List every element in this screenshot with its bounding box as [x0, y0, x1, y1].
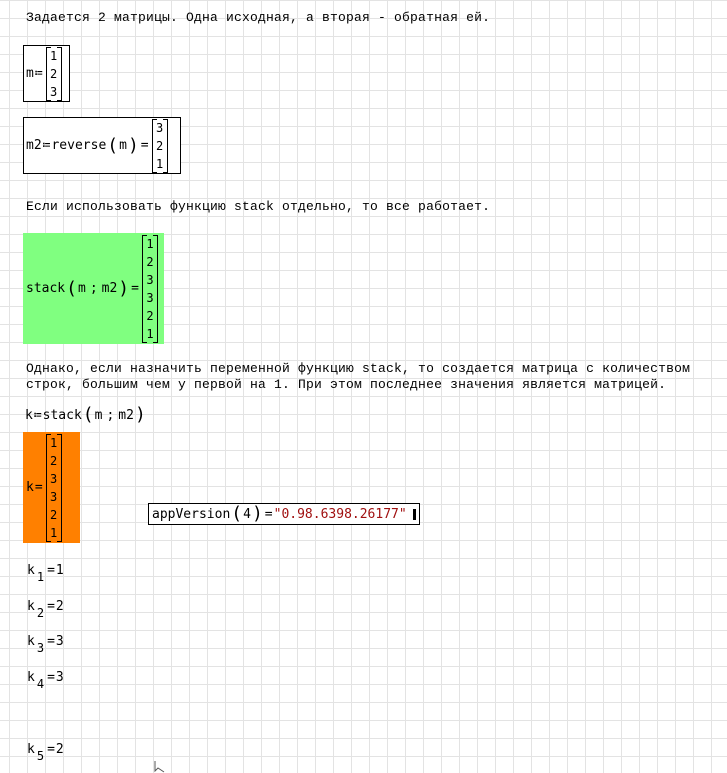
assign-op: ≔ [33, 407, 42, 423]
equals-op: = [140, 138, 149, 153]
vector-stack-result [142, 235, 158, 343]
index-value: 1 [55, 562, 64, 578]
text-cursor [413, 509, 416, 520]
subscript: 1 [36, 570, 45, 584]
index-value: 3 [55, 669, 64, 685]
vector-k-result [46, 434, 62, 542]
vector-cell: 1 [146, 326, 154, 341]
rparen: ) [127, 134, 139, 156]
vector-cell: 1 [50, 525, 58, 540]
k-index-5[interactable] [27, 739, 64, 763]
k-definition[interactable] [25, 405, 147, 425]
vector-cell: 2 [50, 507, 58, 522]
arg-m2: m2 [118, 407, 134, 423]
func-appversion: appVersion [152, 506, 231, 522]
lparen: ( [107, 134, 119, 156]
subscript: 3 [36, 641, 45, 655]
equals-op: = [34, 480, 43, 495]
var-k: k [27, 562, 35, 578]
rparen: ) [118, 277, 130, 299]
lparen: ( [231, 503, 243, 524]
vector-cell: 3 [50, 471, 58, 486]
subscript: 4 [36, 677, 45, 691]
assign-op: ≔ [34, 66, 43, 81]
vector-cell: 2 [146, 308, 154, 323]
stack-evaluation[interactable] [23, 233, 164, 344]
var-k: k [27, 669, 35, 685]
arg-m2: m2 [101, 281, 118, 296]
app-version-evaluation[interactable] [148, 503, 420, 525]
rparen: ) [251, 503, 263, 524]
index-value: 3 [55, 633, 64, 649]
k-index-3[interactable] [27, 631, 64, 655]
subscript: 5 [36, 749, 45, 763]
assign-op: ≔ [42, 138, 51, 153]
however-text-line1: Однако, если назначить переменной функцию stack, то создается матрица с количеством [26, 361, 691, 376]
equals-op: = [47, 633, 55, 649]
k-index-2[interactable] [27, 596, 64, 620]
vector-m [46, 47, 62, 101]
equals-op: = [131, 281, 139, 296]
vector-cell: 2 [146, 254, 154, 269]
index-value: 2 [55, 741, 64, 757]
equals-op: = [264, 506, 273, 522]
var-k: k [27, 741, 35, 757]
matrix-m2-definition[interactable] [23, 117, 181, 174]
var-k: k [27, 598, 35, 614]
vector-cell: 1 [146, 236, 154, 251]
arg-4: 4 [243, 506, 251, 522]
vector-cell: 1 [50, 435, 58, 450]
var-k: k [27, 633, 35, 649]
separator: ; [89, 281, 98, 296]
lparen: ( [66, 277, 77, 299]
vector-cell: 1 [50, 48, 58, 63]
matrix-m-definition[interactable] [23, 45, 70, 102]
lparen: ( [82, 404, 94, 425]
func-reverse: reverse [51, 138, 107, 153]
var-m2: m2 [26, 138, 42, 153]
equals-op: = [47, 669, 55, 685]
var-m: m [26, 66, 34, 81]
vector-cell: 1 [156, 156, 164, 171]
subscript: 2 [36, 606, 45, 620]
vector-cell: 3 [50, 489, 58, 504]
arg-m: m [77, 281, 86, 296]
var-k: k [26, 480, 34, 495]
vector-cell: 3 [146, 290, 154, 305]
arg-m: m [119, 138, 127, 153]
arg-m: m [94, 407, 103, 423]
vector-cell: 3 [146, 272, 154, 287]
mouse-pointer-icon [154, 760, 166, 773]
vector-cell: 2 [156, 138, 164, 153]
intro-text: Задается 2 матрицы. Одна исходная, а вторая - обратная ей. [26, 10, 491, 25]
vector-m2 [152, 119, 168, 173]
vector-cell: 3 [156, 120, 164, 135]
equals-op: = [47, 598, 55, 614]
rparen: ) [134, 404, 146, 425]
index-value: 2 [55, 598, 64, 614]
func-stack: stack [42, 407, 82, 423]
func-stack: stack [26, 281, 66, 296]
version-string-result: "0.98.6398.26177" [273, 506, 407, 522]
vector-cell: 2 [50, 66, 58, 81]
k-index-4[interactable] [27, 667, 64, 691]
k-index-1[interactable] [27, 560, 64, 584]
separator: ; [106, 407, 115, 423]
equals-op: = [47, 741, 55, 757]
equals-op: = [47, 562, 55, 578]
vector-cell: 3 [50, 84, 58, 99]
var-k: k [25, 407, 33, 423]
separately-text: Если использовать функцию stack отдельно, то все работает. [26, 199, 491, 214]
vector-cell: 2 [50, 453, 58, 468]
k-evaluation[interactable] [23, 432, 80, 543]
however-text-line2: строк, большим чем у первой на 1. При этом последнее значения является матрицей. [26, 377, 667, 392]
